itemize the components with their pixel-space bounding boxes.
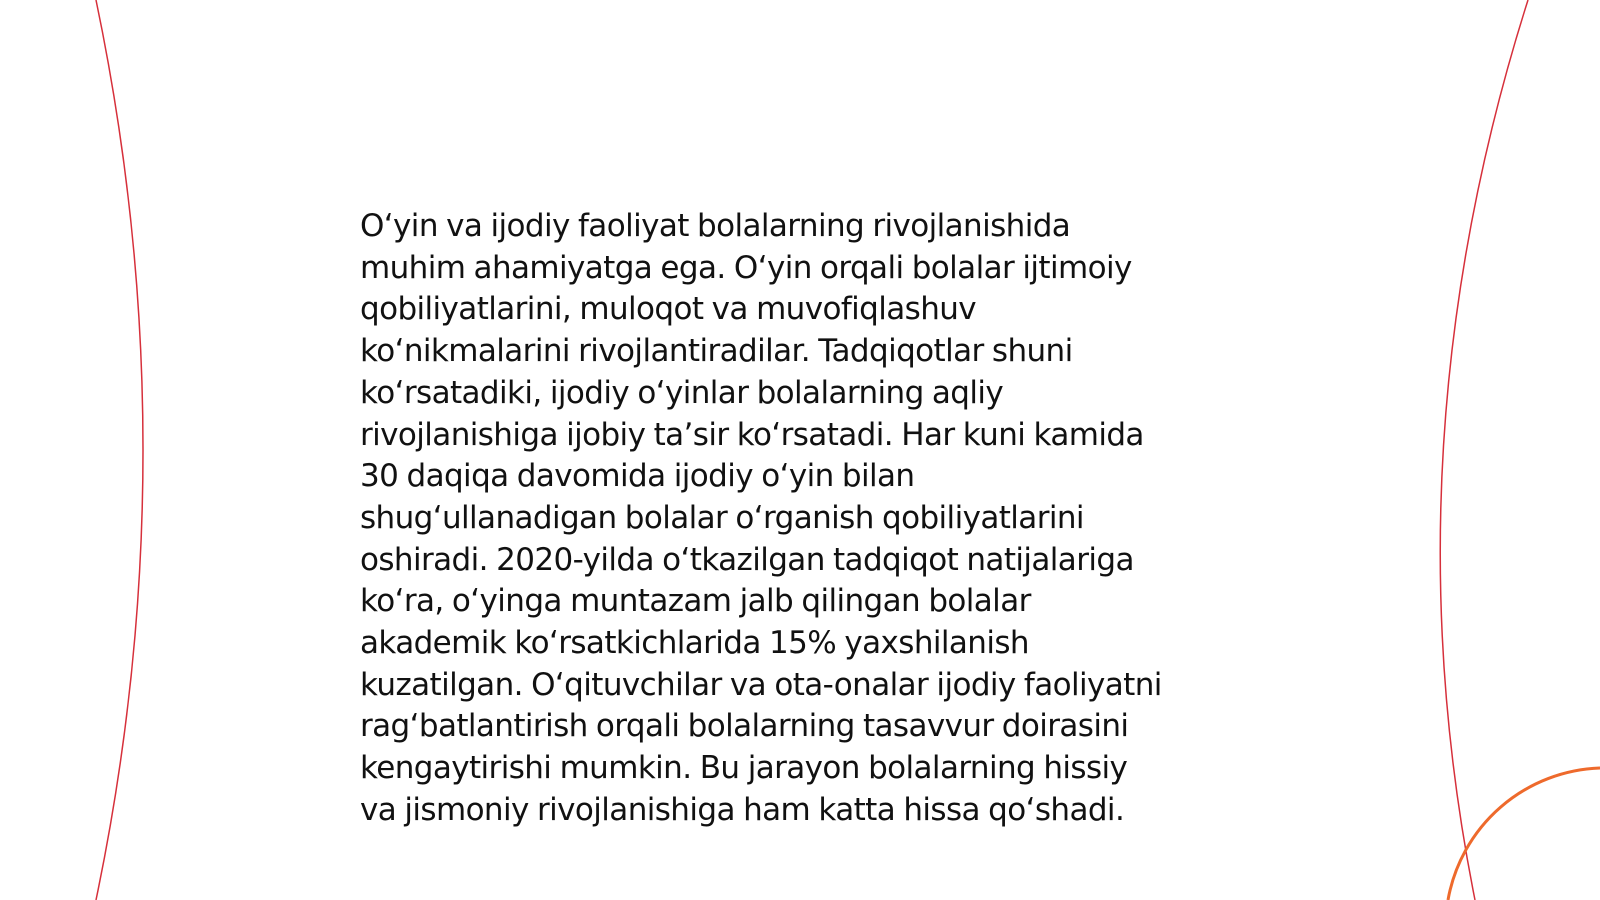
paragraph-line: akademik ko‘rsatkichlarida 15% yaxshilanish <box>360 625 1029 662</box>
paragraph-line: kengaytirishi mumkin. Bu jarayon bolalarning hissiy <box>360 750 1128 787</box>
paragraph-line: qobiliyatlarini, muloqot va muvofiqlashuv <box>360 291 977 328</box>
paragraph-line: 30 daqiqa davomida ijodiy o‘yin bilan <box>360 458 915 495</box>
paragraph-line: ko‘nikmalarini rivojlantiradilar. Tadqiqotlar shuni <box>360 333 1073 370</box>
paragraph-line: O‘yin va ijodiy faoliyat bolalarning rivojlanishida <box>360 208 1071 244</box>
paragraph-line: kuzatilgan. O‘qituvchilar va ota-onalar ijodiy faoliyatni <box>360 666 1162 703</box>
right-curve <box>1440 0 1528 900</box>
paragraph-line: oshiradi. 2020-yilda o‘tkazilgan tadqiqot natijalariga <box>360 541 1134 578</box>
left-curve <box>96 0 143 900</box>
paragraph-line: va jismoniy rivojlanishiga ham katta hissa qo‘shadi. <box>360 791 1125 828</box>
paragraph-line: muhim ahamiyatga ega. O‘yin orqali bolalar ijtimoiy <box>360 249 1132 286</box>
paragraph-line: shug‘ullanadigan bolalar o‘rganish qobiliyatlarini <box>360 499 1084 536</box>
paragraph-line: ko‘rsatadiki, ijodiy o‘yinlar bolalarning aqliy <box>360 374 1004 411</box>
body-paragraph <box>360 206 1240 832</box>
paragraph-line: rag‘batlantirish orqali bolalarning tasavvur doirasini <box>360 708 1129 745</box>
paragraph-line: rivojlanishiga ijobiy ta’sir ko‘rsatadi. Har kuni kamida <box>360 416 1144 453</box>
paragraph-line: ko‘ra, o‘yinga muntazam jalb qilingan bolalar <box>360 583 1031 620</box>
